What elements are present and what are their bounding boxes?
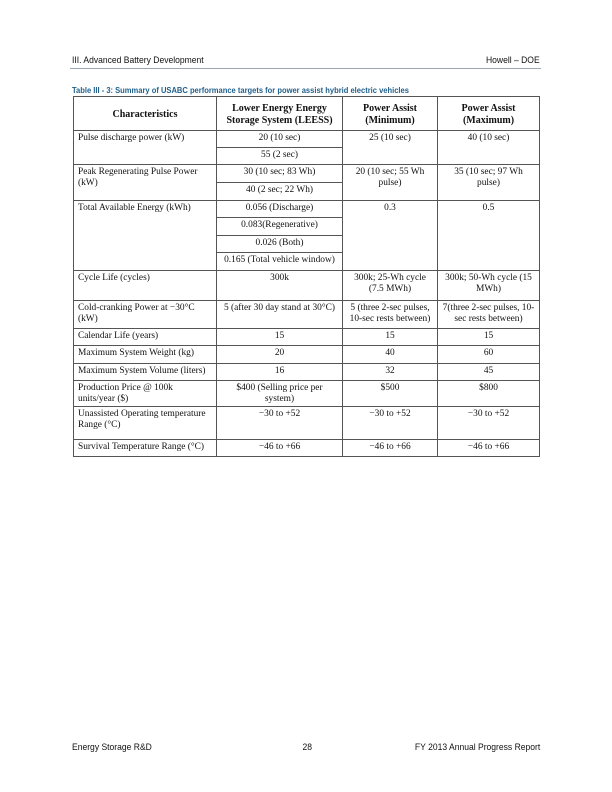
table-header-row — [74, 97, 540, 131]
power-assist-max-cell: 45 — [438, 364, 540, 381]
power-assist-min-cell: 40 — [343, 346, 438, 364]
leess-cell: 0.083(Regenerative) — [217, 218, 343, 236]
power-assist-max-cell: −30 to +52 — [438, 407, 540, 440]
table-row — [74, 301, 540, 329]
table-row — [74, 131, 540, 148]
performance-targets-table — [73, 96, 540, 457]
footer-right: FY 2013 Annual Progress Report — [414, 742, 540, 753]
leess-cell: 5 (after 30 day stand at 30°C) — [217, 301, 343, 329]
power-assist-max-cell: 300k; 50-Wh cycle (15 MWh) — [438, 271, 540, 301]
power-assist-min-cell: 32 — [343, 364, 438, 381]
leess-cell: 20 (10 sec) — [217, 131, 343, 148]
running-header-right: Howell – DOE — [486, 55, 540, 66]
characteristic-cell: Production Price @ 100k units/year ($) — [74, 381, 217, 407]
power-assist-max-cell: 7(three 2-sec pulses, 10-sec rests between) — [438, 301, 540, 329]
characteristic-cell: Maximum System Volume (liters) — [74, 364, 217, 381]
leess-cell: $400 (Selling price per system) — [217, 381, 343, 407]
characteristic-cell: Peak Regenerating Pulse Power (kW) — [74, 165, 217, 201]
characteristic-cell: Total Available Energy (kWh) — [74, 201, 217, 271]
characteristic-cell: Cycle Life (cycles) — [74, 271, 217, 301]
power-assist-min-cell: $500 — [343, 381, 438, 407]
characteristic-cell: Pulse discharge power (kW) — [74, 131, 217, 165]
leess-cell: 40 (2 sec; 22 Wh) — [217, 183, 343, 201]
leess-cell: 0.026 (Both) — [217, 236, 343, 253]
table-row — [74, 407, 540, 440]
table-row — [74, 165, 540, 183]
column-header: Power Assist (Minimum) — [343, 97, 438, 131]
table-row — [74, 201, 540, 218]
column-header: Lower Energy Energy Storage System (LEESS) — [217, 97, 343, 131]
power-assist-min-cell: 300k; 25-Wh cycle (7.5 MWh) — [343, 271, 438, 301]
power-assist-min-cell: 0.3 — [343, 201, 438, 271]
characteristic-cell: Calendar Life (years) — [74, 329, 217, 346]
power-assist-max-cell: 40 (10 sec) — [438, 131, 540, 165]
power-assist-min-cell: 5 (three 2-sec pulses, 10-sec rests between) — [343, 301, 438, 329]
leess-cell: 0.056 (Discharge) — [217, 201, 343, 218]
power-assist-min-cell: −30 to +52 — [343, 407, 438, 440]
table-row — [74, 329, 540, 346]
leess-cell: 20 — [217, 346, 343, 364]
leess-cell: 55 (2 sec) — [217, 148, 343, 165]
power-assist-max-cell: 15 — [438, 329, 540, 346]
power-assist-max-cell: −46 to +66 — [438, 440, 540, 457]
power-assist-min-cell: 25 (10 sec) — [343, 131, 438, 165]
leess-cell: 16 — [217, 364, 343, 381]
table-row — [74, 346, 540, 364]
leess-cell: −30 to +52 — [217, 407, 343, 440]
power-assist-max-cell: 60 — [438, 346, 540, 364]
header-rule — [70, 68, 541, 69]
power-assist-max-cell: 0.5 — [438, 201, 540, 271]
column-header: Power Assist (Maximum) — [438, 97, 540, 131]
leess-cell: 30 (10 sec; 83 Wh) — [217, 165, 343, 183]
power-assist-min-cell: 15 — [343, 329, 438, 346]
column-header: Characteristics — [74, 97, 217, 131]
power-assist-min-cell: 20 (10 sec; 55 Wh pulse) — [343, 165, 438, 201]
power-assist-max-cell: 35 (10 sec; 97 Wh pulse) — [438, 165, 540, 201]
table-row — [74, 271, 540, 301]
leess-cell: 15 — [217, 329, 343, 346]
characteristic-cell: Survival Temperature Range (°C) — [74, 440, 217, 457]
power-assist-min-cell: −46 to +66 — [343, 440, 438, 457]
power-assist-max-cell: $800 — [438, 381, 540, 407]
footer-left: Energy Storage R&D — [72, 742, 152, 753]
leess-cell: 300k — [217, 271, 343, 301]
page-number: 28 — [302, 742, 313, 753]
leess-cell: 0.165 (Total vehicle window) — [217, 253, 343, 271]
table-row — [74, 381, 540, 407]
leess-cell: −46 to +66 — [217, 440, 343, 457]
characteristic-cell: Unassisted Operating temperature Range (°C) — [74, 407, 217, 440]
characteristic-cell: Maximum System Weight (kg) — [74, 346, 217, 364]
running-header-left: III. Advanced Battery Development — [72, 55, 204, 66]
table-row — [74, 440, 540, 457]
characteristic-cell: Cold-cranking Power at −30°C (kW) — [74, 301, 217, 329]
table-row — [74, 364, 540, 381]
table-caption: Table III - 3: Summary of USABC performance targets for power assist hybrid electric vehicles — [72, 85, 409, 95]
